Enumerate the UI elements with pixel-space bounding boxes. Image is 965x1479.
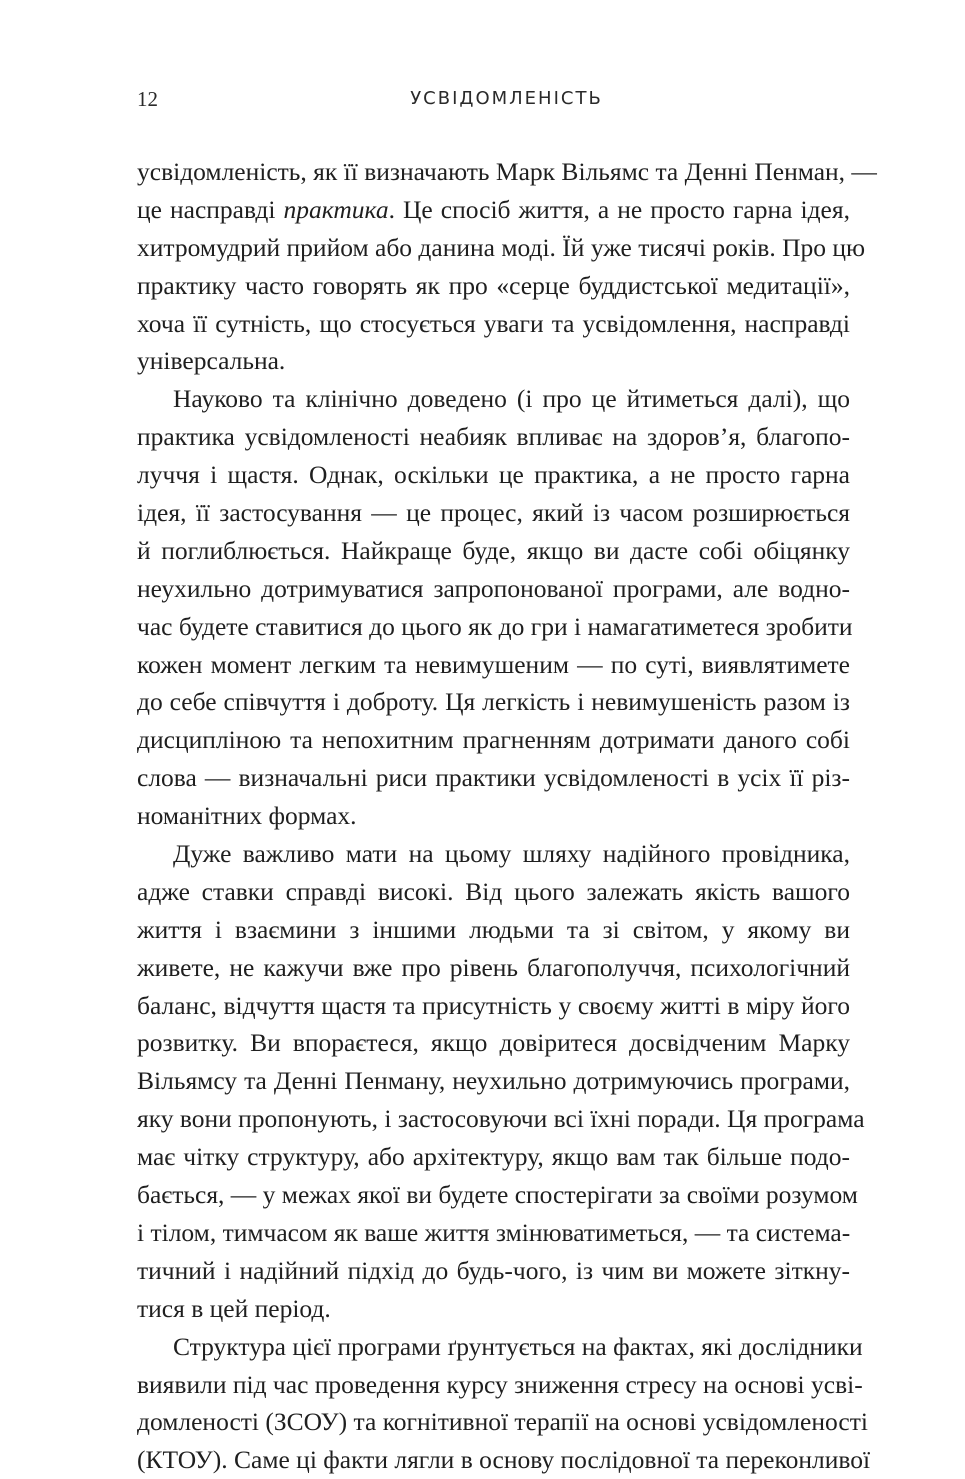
text-line: практика усвідомленості неабияк впливає на здоров’я, благопо- xyxy=(137,422,850,452)
text-line: універсальна. xyxy=(137,346,286,376)
paragraph xyxy=(137,380,853,835)
text-line: й поглиблюється. Найкраще буде, якщо ви дасте собі обіцянку xyxy=(137,535,850,565)
text-line: життя і взаємини з іншими людьми та зі світом, у якому ви xyxy=(137,914,850,944)
page-number: 12 xyxy=(137,87,158,111)
text-line: Структура цієї програми ґрунтується на фактах, які дослідники xyxy=(173,1331,863,1361)
emphasized-word: практика xyxy=(283,194,389,224)
text-line: хитромудрий прийом або данина моді. Їй уже тисячі років. Про цю xyxy=(137,232,866,262)
paragraph xyxy=(137,153,877,380)
text-line: і тілом, тимчасом як ваше життя змінюватиметься, — та система- xyxy=(137,1217,851,1247)
text-line: час будете ставитися до цього як до гри і намагатиметеся зробити xyxy=(137,611,853,641)
text-line: тичний і надійний підхід до будь-чого, із чим ви можете зіткну- xyxy=(137,1255,850,1285)
running-title: УСВІДОМЛЕНІСТЬ xyxy=(410,88,603,109)
text-line: живете, не кажучи вже про рівень благополуччя, психологічний xyxy=(137,952,850,982)
text-line: усвідомленість, як її визначають Марк Вільямс та Денні Пенман, — xyxy=(137,157,877,186)
text-line: кожен момент легким та невимушеним — по суті, виявлятимете xyxy=(137,649,850,679)
text-line: луччя і щастя. Однак, оскільки це практика, а не просто гарна xyxy=(137,460,850,490)
text-line: до себе співчуття і доброту. Ця легкість і невимушеність разом із xyxy=(137,687,850,717)
text-line: номанітних формах. xyxy=(137,801,357,831)
text-line: тися в цей період. xyxy=(137,1293,331,1323)
text-line: це насправді практика. Це спосіб життя, а не просто гарна ідея, xyxy=(137,194,850,224)
text-line: Вільямсу та Денні Пенману, неухильно дотримуючись програми, xyxy=(137,1066,850,1096)
text-line: ідея, її застосування — це процес, який із часом розширюється xyxy=(137,498,850,528)
text-line: баланс, відчуття щастя та присутність у своєму житті в міру його xyxy=(137,990,850,1020)
text-line: виявили під час проведення курсу зниження стресу на основі усві- xyxy=(137,1369,863,1399)
text-line: має чітку структуру, або архітектуру, якщо вам так більше подо- xyxy=(137,1142,850,1172)
text-line: бається, — у межах якої ви будете спостерігати за своїми розумом xyxy=(137,1180,858,1210)
text-line: розвитку. Ви впораєтеся, якщо довіритеся досвідченим Марку xyxy=(137,1028,850,1058)
text-line: слова — визначальні риси практики усвідомленості в усіх її різ- xyxy=(137,763,850,793)
paragraph xyxy=(137,1328,871,1479)
paragraph xyxy=(137,835,865,1328)
text-line: Дуже важливо мати на цьому шляху надійного провідника, xyxy=(173,839,850,869)
text-line: неухильно дотримуватися запропонованої програми, але водно- xyxy=(137,573,850,603)
text-line: практику часто говорять як про «серце буддистської медитації», xyxy=(137,270,850,300)
running-head xyxy=(137,84,850,114)
text-line: адже ставки справді високі. Від цього залежать якість вашого xyxy=(137,876,850,906)
body-text xyxy=(137,153,877,1479)
text-line: домленості (ЗСОУ) та когнітивної терапії на основі усвідомленості xyxy=(137,1407,868,1437)
text-line: Науково та клінічно доведено (і про це йтиметься далі), що xyxy=(173,384,850,414)
text-line: дисципліною та непохитним прагненням дотримати даного собі xyxy=(137,725,850,755)
text-line: хоча її сутність, що стосується уваги та усвідомлення, насправді xyxy=(137,308,850,338)
text-line: (КТОУ). Саме ці факти лягли в основу послідовної та переконливої xyxy=(137,1445,871,1475)
text-line: яку вони пропонують, і застосовуючи всі їхні поради. Ця програма xyxy=(137,1104,865,1134)
